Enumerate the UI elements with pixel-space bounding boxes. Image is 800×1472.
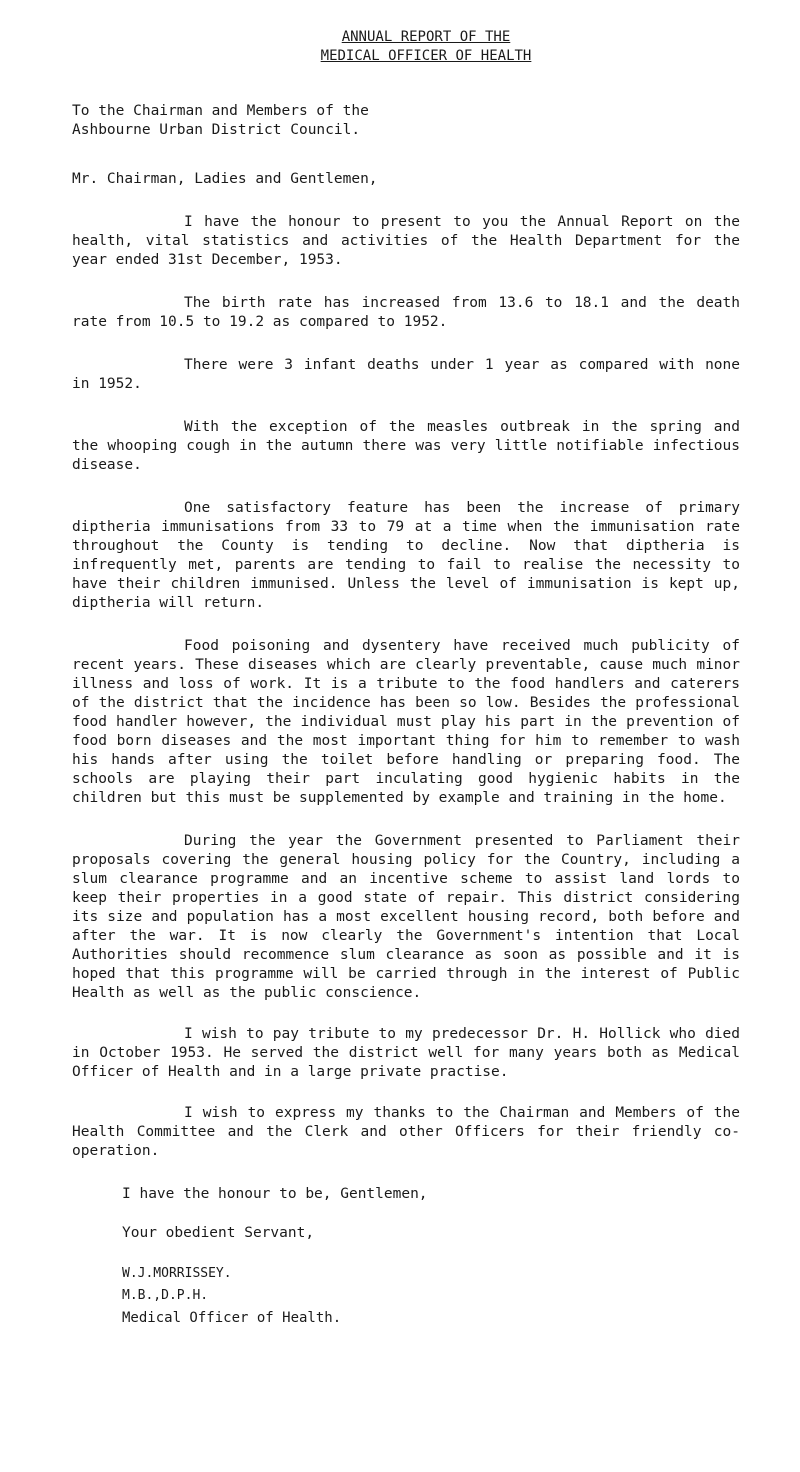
paragraph-annual-report: I have the honour to present to you the Annual Report on the health, vital statistics and activities of the Health Department for the year ended 31st December, 1953. — [72, 214, 740, 268]
heading-line-2: MEDICAL OFFICER OF HEALTH — [320, 48, 532, 64]
paragraph-food-poisoning: Food poisoning and dysentery have received much publicity of recent years. These diseases which are clearly preventable, cause much minor illness and loss of work. It is a tribute to the food handlers and caterers of the district that the incidence has been so low. Besides the professional food handler however, the individual must play his part in the prevention of food born diseases and the most important thing for him to remember to wash his hands after using the toilet before handling or preparing food. The schools are playing their part inculating good hygienic habits in the children but this must be supplemented by example and training in the home. — [72, 638, 740, 806]
salutation: Mr. Chairman, Ladies and Gentlemen, — [72, 171, 378, 187]
paragraph-infectious-disease: With the exception of the measles outbreak in the spring and the whooping cough in the autumn there was very little notifiable infectious disease. — [72, 419, 740, 473]
report-heading — [112, 28, 740, 66]
addressee: To the Chairman and Members of the Ashbourne Urban District Council. — [72, 103, 369, 138]
closing-honour: I have the honour to be, Gentlemen, — [122, 1186, 428, 1202]
closing-servant: Your obedient Servant, — [122, 1225, 315, 1241]
paragraph-infant-deaths: There were 3 infant deaths under 1 year as compared with none in 1952. — [72, 357, 740, 392]
paragraph-diptheria: One satisfactory feature has been the increase of primary diptheria immunisations from 33 to 79 at a time when the immunisation rate throughout the County is tending to decline. Now that diptheria is infrequently met, parents are tending to fail to realise the necessity to have their children immunised. Unless the level of immunisation is kept up, diptheria will return. — [72, 500, 740, 611]
signature-qualifications: M.B.,D.P.H. — [122, 1288, 209, 1303]
signature-block — [122, 1263, 740, 1329]
paragraph-thanks: I wish to express my thanks to the Chairman and Members of the Health Committee and the Clerk and other Officers for their friendly co-operation. — [72, 1105, 740, 1159]
paragraph-tribute: I wish to pay tribute to my predecessor Dr. H. Hollick who died in October 1953. He served the district well for many years both as Medical Officer of Health and in a large private practise. — [72, 1026, 740, 1080]
paragraph-birth-death-rate: The birth rate has increased from 13.6 to 18.1 and the death rate from 10.5 to 19.2 as compared to 1952. — [72, 295, 740, 330]
signature-name: W.J.MORRISSEY. — [122, 1266, 232, 1281]
heading-line-1: ANNUAL REPORT OF THE — [341, 29, 511, 45]
paragraph-housing: During the year the Government presented to Parliament their proposals covering the general housing policy for the Country, including a slum clearance programme and an incentive scheme to assist land lords to keep their properties in a good state of repair. This district considering its size and population has a most excellent housing record, both before and after the war. It is now clearly the Government's intention that Local Authorities should recommence slum clearance as soon as possible and it is hoped that this programme will be carried through in the interest of Public Health as well as the public conscience. — [72, 833, 740, 1001]
signature-title: Medical Officer of Health. — [122, 1310, 342, 1326]
